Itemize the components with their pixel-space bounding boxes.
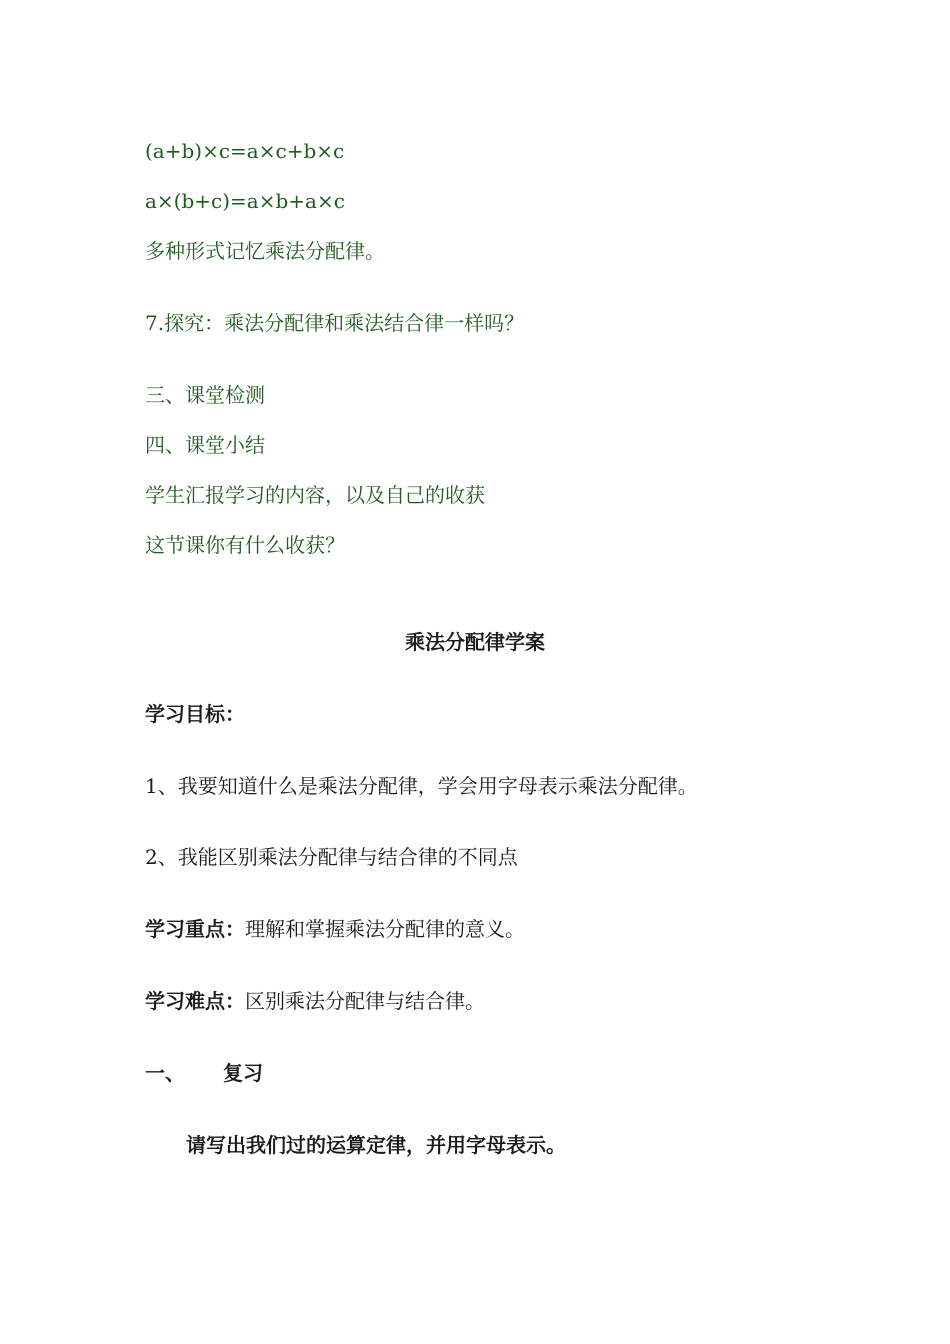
- section-three-heading: 三、课堂检测: [145, 383, 265, 407]
- summary-line-2: 这节课你有什么收获？: [145, 533, 345, 557]
- memory-note: 多种形式记忆乘法分配律。: [145, 239, 385, 263]
- explore-question: 7.探究：乘法分配律和乘法结合律一样吗？: [145, 311, 525, 335]
- formula-distributive-left: (a+b)×c=a×c+b×c: [145, 139, 345, 163]
- difficulty-row: [145, 989, 485, 1013]
- key-point-text: 理解和掌握乘法分配律的意义。: [245, 917, 525, 941]
- section-four-heading: 四、课堂小结: [145, 433, 265, 457]
- difficulty-text: 区别乘法分配律与结合律。: [245, 989, 485, 1013]
- review-heading-row: [145, 1061, 263, 1085]
- summary-line-1: 学生汇报学习的内容，以及自己的收获: [145, 483, 485, 507]
- key-point-row: [145, 917, 525, 941]
- key-point-label: 学习重点：: [145, 917, 245, 941]
- plan-title: 乘法分配律学案: [405, 630, 545, 654]
- objective-2: 2、我能区别乘法分配律与结合律的不同点: [145, 845, 518, 869]
- formula-distributive-right: a×(b+c)=a×b+a×c: [145, 189, 345, 213]
- review-heading: 复习: [223, 1061, 263, 1085]
- review-number: 一、: [145, 1061, 185, 1085]
- objective-1: 1、我要知道什么是乘法分配律，学会用字母表示乘法分配律。: [145, 774, 698, 798]
- difficulty-label: 学习难点：: [145, 989, 245, 1013]
- objectives-heading: 学习目标：: [145, 702, 245, 726]
- review-task: 请写出我们过的运算定律，并用字母表示。: [186, 1133, 566, 1157]
